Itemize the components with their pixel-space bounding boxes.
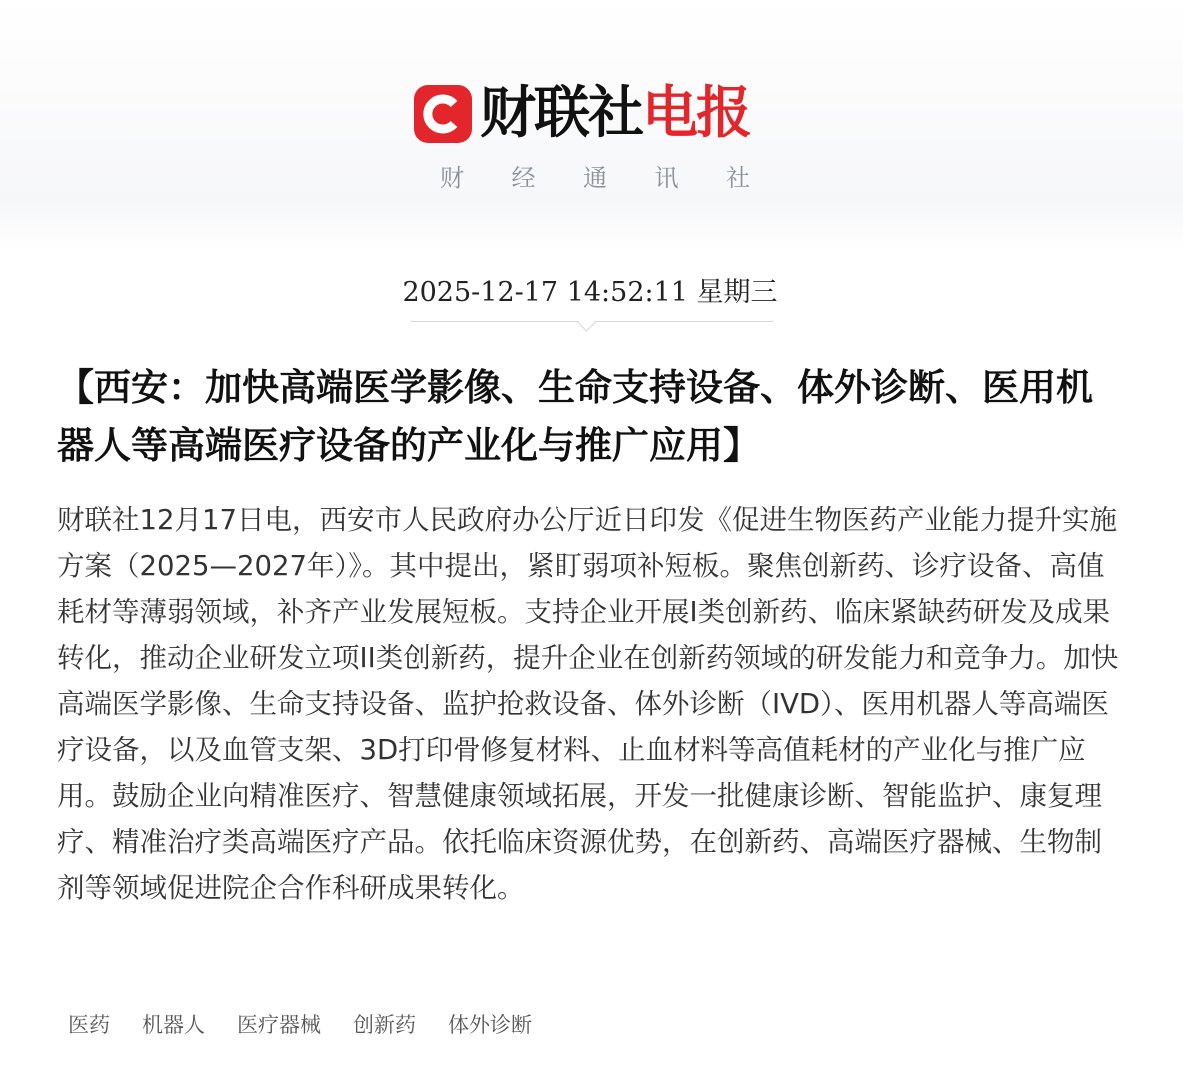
tagline xyxy=(440,158,750,193)
c-logo-icon xyxy=(414,85,472,143)
divider-notch-icon xyxy=(577,313,595,331)
tag-list xyxy=(68,1010,532,1040)
publish-datetime: 2025-12-17 14:52:11 星期三 xyxy=(402,277,778,308)
tagline-char: 经 xyxy=(511,164,536,192)
logo-accent-text: 电报 xyxy=(642,81,750,146)
tagline-char: 通 xyxy=(583,164,607,192)
tagline-char: 财 xyxy=(440,164,464,192)
article-title: 【西安：加快高端医学影像、生命支持设备、体外诊断、医用机器人等高端医疗设备的产业化与推广应用】 xyxy=(57,365,1093,467)
tagline-char: 社 xyxy=(726,164,750,192)
tag-innovative-drug[interactable]: 创新药 xyxy=(353,1013,416,1037)
tag-robot[interactable]: 机器人 xyxy=(142,1013,205,1037)
logo-main-text: 财联社 xyxy=(480,81,642,146)
tagline-char: 讯 xyxy=(654,164,679,192)
article-body: 财联社12月17日电，西安市人民政府办公厅近日印发《促进生物医药产业能力提升实施方案（2025—2027年）》。其中提出，紧盯弱项补短板。聚焦创新药、诊疗设备、高值耗材等薄弱领域，补齐产业发展短板。支持企业开展I类创新药、临床紧缺药研发及成果转化，推动企业研发立项II类创新药，提升企业在创新药领域的研发能力和竞争力。加快高端医学影像、生命支持设备、监护抢救设备、体外诊断（IVD）、医用机器人等高端医疗设备，以及血管支架、3D打印骨修复材料、止血材料等高值耗材的产业化与推广应用。鼓励企业向精准医疗、智慧健康领域拓展，开发一批健康诊断、智能监护、康复理疗、精准治疗类高端医疗产品。依托临床资源优势，在创新药、高端医疗器械、生物制剂等领域促进院企合作科研成果转化。 xyxy=(57,504,1119,904)
brand-logo xyxy=(414,82,750,146)
logo-wordmark xyxy=(480,82,750,146)
tag-ivd[interactable]: 体外诊断 xyxy=(448,1013,532,1037)
tag-medical-device[interactable]: 医疗器械 xyxy=(237,1013,321,1037)
tag-pharma[interactable]: 医药 xyxy=(68,1013,110,1037)
